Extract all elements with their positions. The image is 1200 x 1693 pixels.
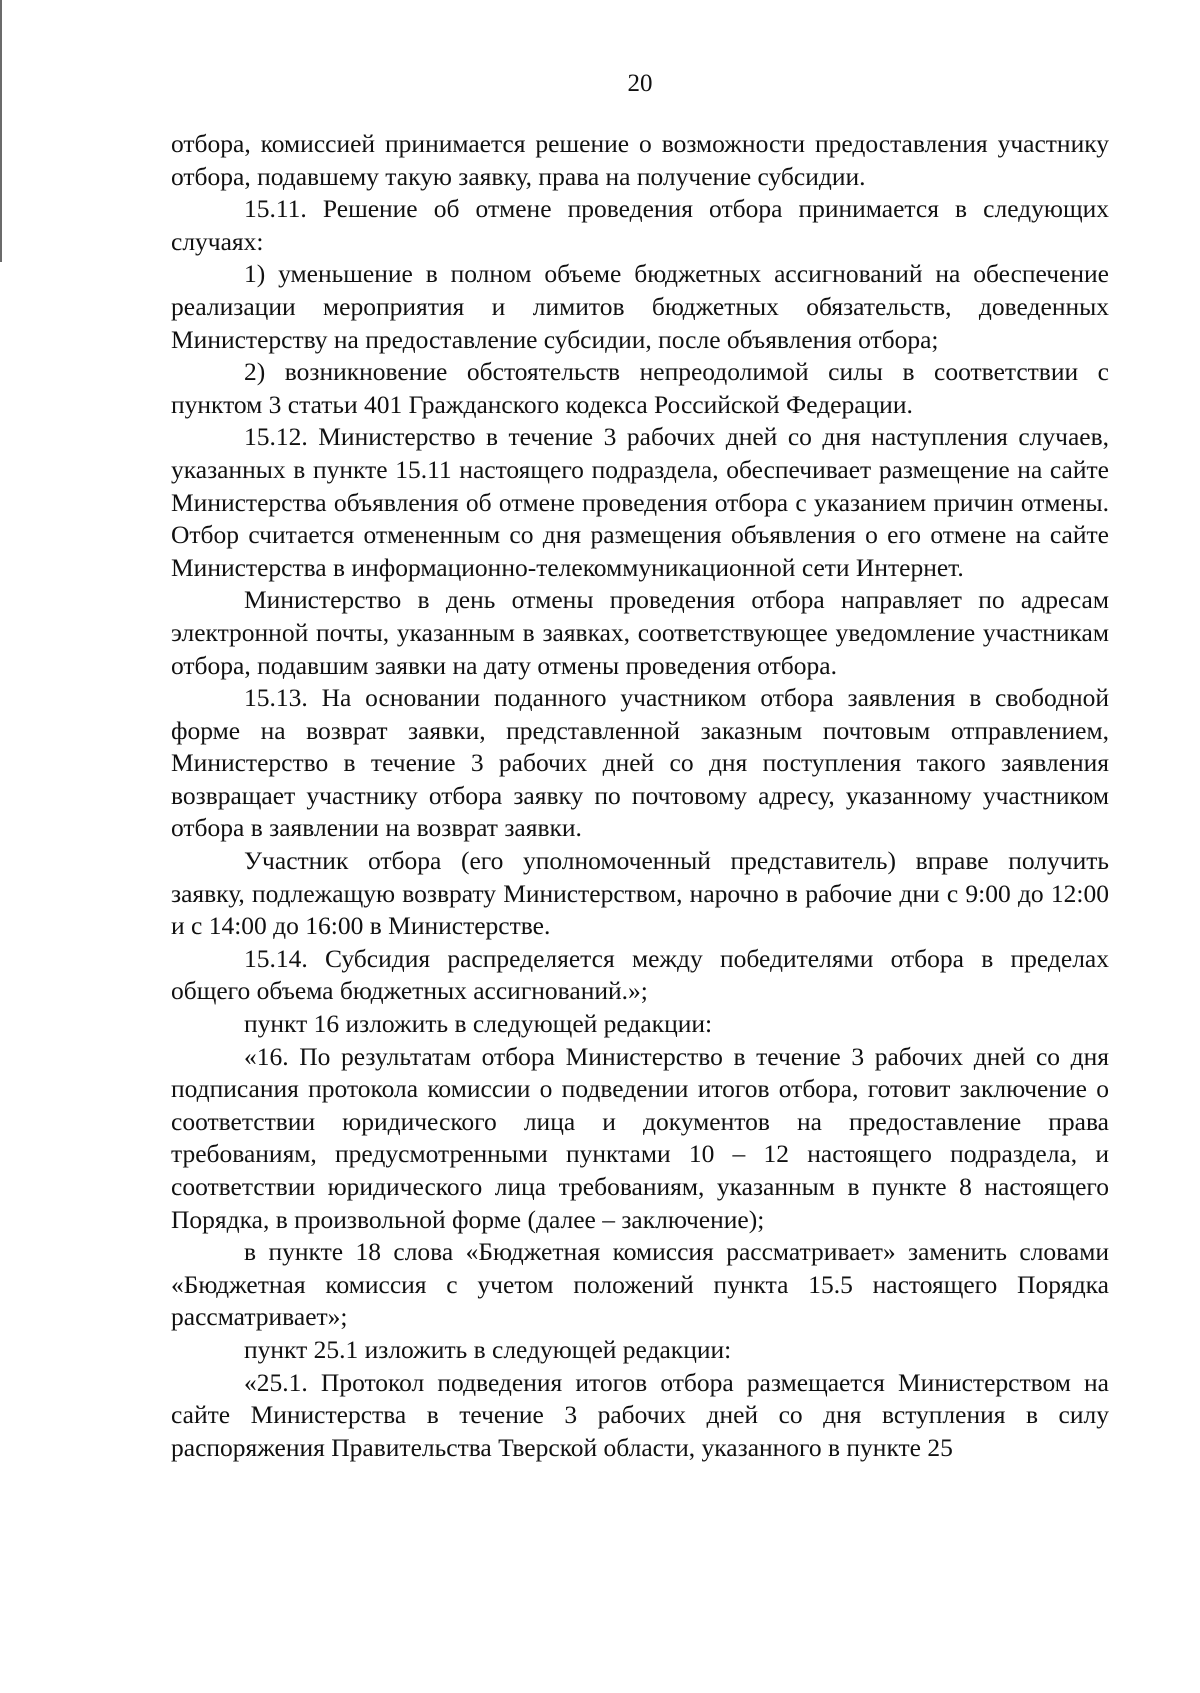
paragraph: 15.13. На основании поданного участником отбора заявления в свободной форме на возврат заявки, представленной заказным почтовым отправлением, Министерство в течение 3 рабочих дней со дня поступления такого заявления возвращает участнику отбора заявку по почтовому адресу, указанному участником отбора в заявлении на возврат заявки. (171, 683, 1109, 843)
paragraph: пункт 25.1 изложить в следующей редакции: (244, 1334, 732, 1364)
paragraph: в пункте 18 слова «Бюджетная комиссия рассматривает» заменить словами «Бюджетная комиссия с учетом положений пункта 15.5 настоящего Порядка рассматривает»; (171, 1237, 1109, 1332)
paragraph: Министерство в день отмены проведения отбора направляет по адресам электронной почты, указанным в заявках, соответствующее уведомление участникам отбора, подавшим заявки на дату отмены проведения отбора. (171, 585, 1109, 680)
paragraph: 15.14. Субсидия распределяется между победителями отбора в пределах общего объема бюджетных ассигнований.»; (171, 943, 1109, 1006)
paragraph: отбора, комиссией принимается решение о возможности предоставления участнику отбора, подавшему такую заявку, права на получение субсидии. (171, 129, 1109, 191)
scan-edge (0, 0, 2, 262)
paragraph: пункт 16 изложить в следующей редакции: (244, 1009, 713, 1039)
paragraph: 15.12. Министерство в течение 3 рабочих дней со дня наступления случаев, указанных в пункте 15.11 настоящего подраздела, обеспечивает размещение на сайте Министерства объявления об отмене проведения отбора с указанием причин отмены. Отбор считается отмененным со дня размещения объявления о его отмене на сайте Министерства в информационно-телекоммуникационной сети Интернет. (171, 422, 1109, 582)
paragraph: 1) уменьшение в полном объеме бюджетных ассигнований на обеспечение реализации мероприятия и лимитов бюджетных обязательств, доведенных Министерству на предоставление субсидии, после объявления отбора; (171, 259, 1109, 354)
paragraph: Участник отбора (его уполномоченный представитель) вправе получить заявку, подлежащую возврату Министерством, нарочно в рабочие дни с 9:00 до 12:00 и с 14:00 до 16:00 в Министерстве. (171, 846, 1109, 941)
page-number: 20 (627, 70, 653, 97)
paragraph: 15.11. Решение об отмене проведения отбора принимается в следующих случаях: (171, 194, 1109, 256)
document-body (171, 128, 1109, 1464)
paragraph: «25.1. Протокол подведения итогов отбора размещается Министерством на сайте Министерства в течение 3 рабочих дней со дня вступления в силу распоряжения Правительства Тверской области, указанного в пункте 25 (171, 1367, 1109, 1462)
paragraph: «16. По результатам отбора Министерство в течение 3 рабочих дней со дня подписания протокола комиссии о подведении итогов отбора, готовит заключение о соответствии юридического лица и документов на предоставление права требованиям, предусмотренными пунктами 10 – 12 настоящего подраздела, и соответствии юридического лица требованиям, указанным в пункте 8 настоящего Порядка, в произвольной форме (далее – заключение); (171, 1041, 1109, 1234)
paragraph: 2) возникновение обстоятельств непреодолимой силы в соответствии с пунктом 3 статьи 401 Гражданского кодекса Российской Федерации. (171, 357, 1109, 419)
